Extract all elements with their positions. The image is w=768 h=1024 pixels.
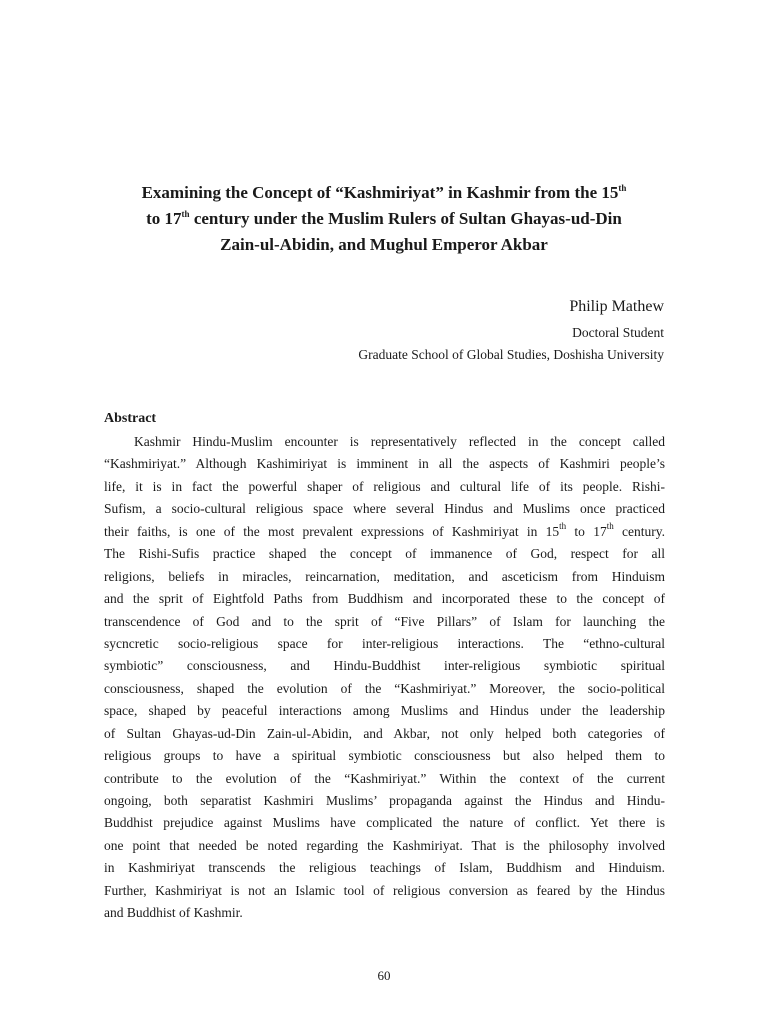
abstract-line: their faiths, is one of the most prevalent expressions of Kashmiriyat in 15th to 17th century. <box>104 520 665 539</box>
title-line-2: to 17th century under the Muslim Rulers of Sultan Ghayas-ud-Din <box>146 209 622 228</box>
abstract-line: symbiotic” consciousness, and Hindu-Buddhist inter-religious symbiotic spiritual <box>104 658 665 674</box>
author-role: Doctoral Student <box>572 325 664 340</box>
title-superscript-2: th <box>181 209 190 219</box>
abstract-superscript: th <box>559 520 567 531</box>
abstract-line: Buddhist prejudice against Muslims have complicated the nature of conflict. Yet there is <box>104 815 665 831</box>
abstract-line: sycncretic socio-religious space for inter-religious interactions. The “ethno-cultural <box>104 635 665 651</box>
page-number: 60 <box>377 968 391 983</box>
abstract-line: religions, beliefs in miracles, reincarnation, meditation, and asceticism from Hinduism <box>104 568 665 584</box>
abstract-superscript: th <box>606 520 614 531</box>
author-block <box>358 296 664 366</box>
abstract-body <box>104 431 665 925</box>
abstract-heading: Abstract <box>104 411 157 426</box>
author-affiliation: Graduate School of Global Studies, Doshisha University <box>358 347 664 362</box>
abstract-line: Sufism, a socio-cultural religious space where several Hindus and Muslims once practiced <box>104 501 665 517</box>
title-line-3: Zain-ul-Abidin, and Mughul Emperor Akbar <box>220 235 548 254</box>
abstract-line: transcendence of God and to the sprit of “Five Pillars” of Islam for launching the <box>104 613 665 629</box>
abstract-line: Kashmir Hindu-Muslim encounter is representatively reflected in the concept called <box>134 434 665 449</box>
abstract-line: life, it is in fact the powerful shaper of religious and cultural life of its people. Rishi- <box>104 478 665 494</box>
abstract-line: space, shaped by peaceful interactions among Muslims and Hindus under the leadership <box>104 703 665 719</box>
abstract-line: religious groups to have a spiritual symbiotic consciousness but also helped them to <box>104 748 665 764</box>
title-line-1: Examining the Concept of “Kashmiriyat” in Kashmir from the 15th <box>141 183 627 202</box>
abstract-line: ongoing, both separatist Kashmiri Muslims’ propaganda against the Hindus and Hindu- <box>104 793 665 808</box>
abstract-line: and the sprit of Eightfold Paths from Buddhism and incorporated these to the concept of <box>104 591 665 607</box>
abstract-line: of Sultan Ghayas-ud-Din Zain-ul-Abidin, and Akbar, not only helped both categories of <box>104 725 665 741</box>
abstract-line: consciousness, shaped the evolution of the “Kashmiriyat.” Moreover, the socio-political <box>104 680 665 696</box>
paper-title <box>104 180 664 258</box>
abstract-line: Further, Kashmiriyat is not an Islamic tool of religious conversion as feared by the Hindus <box>104 882 665 898</box>
abstract-line: The Rishi-Sufis practice shaped the concept of immanence of God, respect for all <box>104 546 665 562</box>
abstract-line: one point that needed be noted regarding the Kashmiriyat. That is the philosophy involved <box>104 837 665 853</box>
abstract-line: “Kashmiriyat.” Although Kashimiriyat is imminent in all the aspects of Kashmiri people’s <box>104 456 665 472</box>
abstract-line: in Kashmiriyat transcends the religious teachings of Islam, Buddhism and Hinduism. <box>104 860 665 876</box>
title-superscript-1: th <box>618 183 627 193</box>
author-name: Philip Mathew <box>569 298 664 315</box>
abstract-line: and Buddhist of Kashmir. <box>104 905 243 921</box>
abstract-line: contribute to the evolution of the “Kashmiriyat.” Within the context of the current <box>104 770 665 786</box>
